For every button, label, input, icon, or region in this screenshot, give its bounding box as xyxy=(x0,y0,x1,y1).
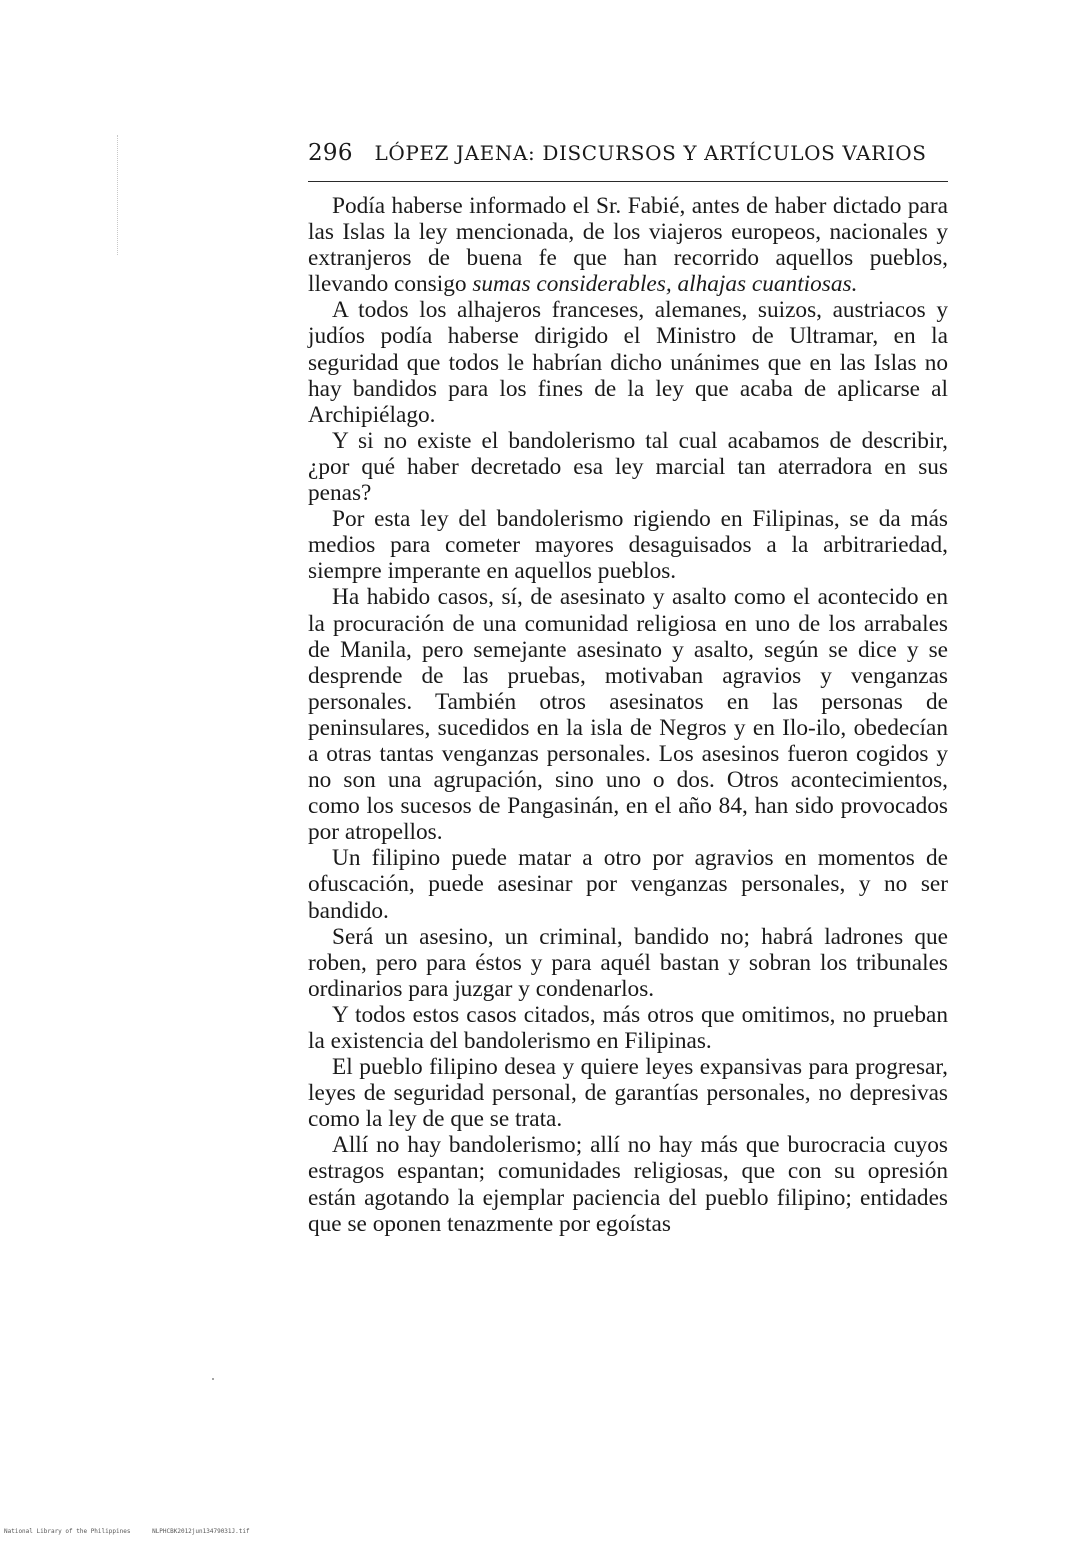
paragraph-emphasis: sumas considerables, alhajas cuantiosas. xyxy=(472,271,858,298)
library-credit: National Library of the Philippines xyxy=(4,1528,131,1535)
scan-footer xyxy=(4,1528,268,1535)
scan-speck xyxy=(212,1378,214,1380)
paragraph-text: Un filipino puede matar a otro por agravios en momentos de ofuscación, puede asesinar por venganzas personales, y no ser bandido. xyxy=(308,845,948,924)
paragraph xyxy=(308,193,948,297)
paragraph xyxy=(308,428,948,506)
paragraph xyxy=(308,1002,948,1054)
paragraph-text: Allí no hay bandolerismo; allí no hay más que burocracia cuyos estragos espantan; comunidades religiosas, que con su opresión están agotando la ejemplar paciencia del pueblo filipino; entidades que se oponen tenazmente por egoístas xyxy=(308,1132,948,1237)
running-title: LÓPEZ JAENA: DISCURSOS Y ARTÍCULOS VARIOS xyxy=(374,141,927,165)
paragraph-text: A todos los alhajeros franceses, alemanes, suizos, austriacos y judíos podía haberse dirigido el Ministro de Ultramar, en la seguridad que todos le habrían dicho unánimes que en las Islas no hay bandidos para los fines de la ley que acaba de aplicarse al Archipiélago. xyxy=(308,297,948,428)
paragraph xyxy=(308,506,948,584)
paragraph-text: Y todos estos casos citados, más otros que omitimos, no prueban la existencia del bandolerismo en Filipinas. xyxy=(308,1001,948,1054)
paragraph xyxy=(308,584,948,845)
paragraph xyxy=(308,1132,948,1236)
body-text xyxy=(308,193,948,1237)
file-identifier: NLPHCBK2012jun13479031J.tif xyxy=(152,1528,250,1535)
header-rule xyxy=(308,181,948,182)
paragraph-text: Podía haberse informado el Sr. Fabié, antes de haber dictado para las Islas la ley mencionada, de los viajeros europeos, nacionales y extranjeros de buena fe que han recorrido aquellos pueblos, llevando consigo xyxy=(308,193,948,298)
paragraph xyxy=(308,1054,948,1132)
paragraph xyxy=(308,845,948,923)
paragraph-text: Ha habido casos, sí, de asesinato y asalto como el acontecido en la procuración de una comunidad religiosa en uno de los arrabales de Manila, pero semejante asesinato y asalto, según se dice y se desprende de las pruebas, motivaban agravios y venganzas personales. También otros asesinatos en las personas de peninsulares, sucedidos en la isla de Negros y en Ilo-ilo, obedecían a otras tantas venganzas personales. Los asesinos fueron cogidos y no son una agrupación, sino uno o dos. Otros acontecimientos, como los sucesos de Pangasinán, en el año 84, han sido provocados por atropellos. xyxy=(308,584,948,846)
paragraph-text: El pueblo filipino desea y quiere leyes expansivas para progresar, leyes de seguridad personal, de garantías personales, no depresivas como la ley de que se trata. xyxy=(308,1054,948,1133)
paragraph xyxy=(308,297,948,427)
paragraph-text: Por esta ley del bandolerismo rigiendo en Filipinas, se da más medios para cometer mayores desaguisados a la arbitrariedad, siempre imperante en aquellos pueblos. xyxy=(308,506,948,585)
page-header xyxy=(308,140,948,166)
scan-gutter-marks xyxy=(117,135,120,255)
page-number: 296 xyxy=(308,140,353,166)
paragraph-text: Y si no existe el bandolerismo tal cual acabamos de describir, ¿por qué haber decretado esa ley marcial tan aterradora en sus penas? xyxy=(308,427,948,507)
paragraph xyxy=(308,924,948,1002)
paragraph-text: Será un asesino, un criminal, bandido no; habrá ladrones que roben, pero para éstos y para aquél bastan y sobran los tribunales ordinarios para juzgar y condenarlos. xyxy=(308,923,948,1002)
